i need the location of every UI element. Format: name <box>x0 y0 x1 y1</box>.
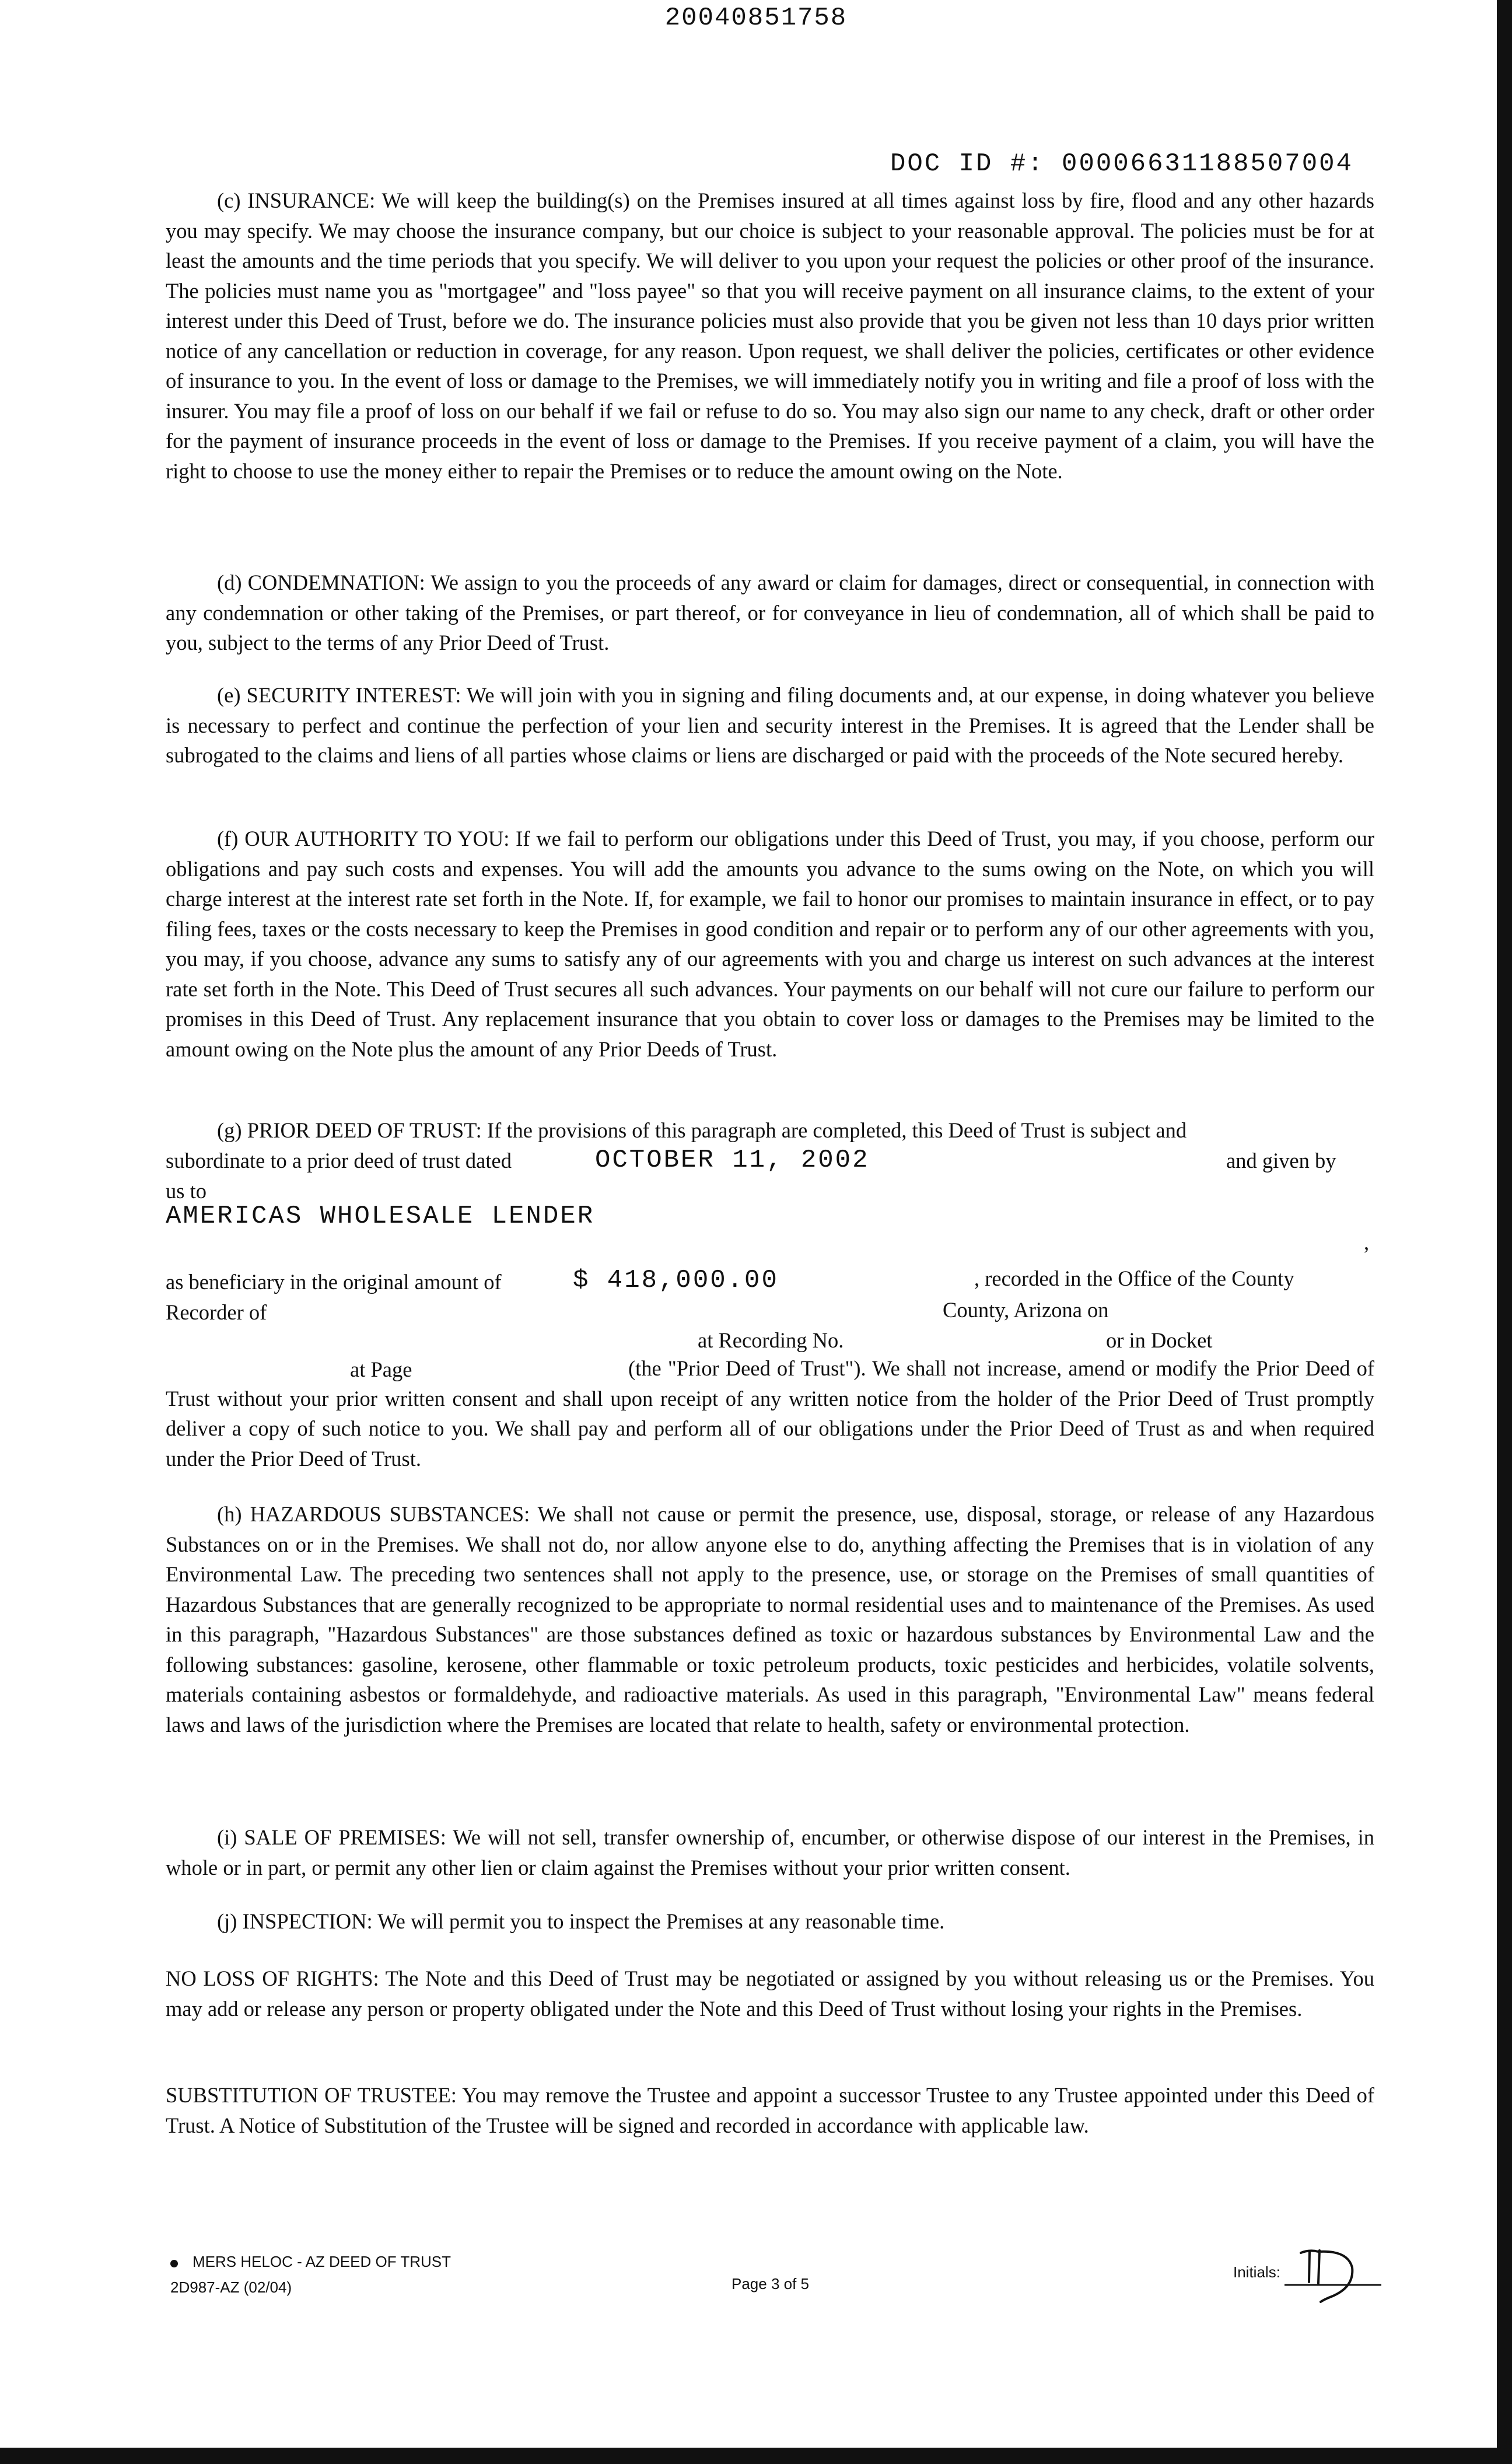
prior-deed-page: at Page <box>350 1357 412 1381</box>
prior-deed-recorder: Recorder of <box>166 1300 267 1324</box>
scan-edge-bottom <box>0 2448 1512 2464</box>
authority-paragraph: (f) OUR AUTHORITY TO YOU: If we fail to perform our obligations under this Deed of Trust, you may, if you choose, perform our obligations and pay such costs and expenses. You will add the amounts you advance to the sums owing on the Note, on which you will charge interest at the interest rate set forth in the Note. If, for example, we fail to honor our promises to maintain insurance in effect, or to pay filing fees, taxes or the costs necessary to keep the Premises in good condition and repair or to perform any of our other agreements with you, you may, if you choose, advance any sums to satisfy any of our agreements with you and charge us interest on such advances at the interest rate set forth in the Note. This Deed of Trust secures all such advances. Your payments on our behalf will not cure our failure to perform our promises in this Deed of Trust. Any replacement insurance that you obtain to cover loss or damages to the Premises may be limited to the amount owing on the Note plus the amount of any Prior Deeds of Trust. <box>166 827 1374 1061</box>
form-title: MERS HELOC - AZ DEED OF TRUST <box>192 2253 452 2270</box>
prior-deed-remainder: (the "Prior Deed of Trust"). We shall not increase, amend or modify the Prior Deed of Trust without your prior written consent and shall upon receipt of any written notice from the holder of the Prior Deed of Trust promptly deliver a copy of such notice to you. We shall pay and perform all of our obligations under the Prior Deed of Trust as and when required under the Prior Deed of Trust. <box>166 1356 1374 1471</box>
bullet-icon <box>170 2260 178 2267</box>
inspection-paragraph: (j) INSPECTION: We will permit you to inspect the Premises at any reasonable time. <box>217 1909 945 1933</box>
recording-number: 20040851758 <box>664 4 848 33</box>
prior-deed-comma: , <box>1364 1230 1370 1254</box>
doc-id: DOC ID #: 00006631188507004 <box>890 149 1353 178</box>
prior-deed-docket: or in Docket <box>1106 1328 1213 1352</box>
security-interest-paragraph: (e) SECURITY INTEREST: We will join with you in signing and filing documents and, at our expense, in doing whatever you believe is necessary to perfect and continue the perfection of your lien and security interest in the Premises. It is agreed that the Lender shall be subrogated to the claims and liens of all parties whose claims or liens are discharged or paid with the proceeds of the Note secured hereby. <box>166 683 1374 767</box>
sale-of-premises-paragraph: (i) SALE OF PREMISES: We will not sell, transfer ownership of, encumber, or otherwise dispose of our interest in the Premises, in whole or in part, or permit any other lien or claim against the Premises without your prior written consent. <box>166 1825 1374 1880</box>
prior-deed-dated-label: subordinate to a prior deed of trust dated <box>166 1149 512 1172</box>
prior-deed-recording-no: at Recording No. <box>698 1328 844 1352</box>
prior-deed-us-to: us to <box>166 1179 206 1203</box>
prior-deed-amount: $ 418,000.00 <box>573 1266 779 1295</box>
form-code: 2D987-AZ (02/04) <box>170 2278 292 2296</box>
prior-deed-date: OCTOBER 11, 2002 <box>595 1146 870 1175</box>
prior-deed-lender: AMERICAS WHOLESALE LENDER <box>166 1202 595 1231</box>
prior-deed-county: County, Arizona on <box>943 1298 1109 1322</box>
substitution-of-trustee-paragraph: SUBSTITUTION OF TRUSTEE: You may remove the Trustee and appoint a successor Trustee to any Trustee appointed under this Deed of Trust. A Notice of Substitution of the Trustee will be signed and recorded in accordance with applicable law. <box>166 2083 1374 2137</box>
prior-deed-line1: (g) PRIOR DEED OF TRUST: If the provisions of this paragraph are completed, this Deed of Trust is subject and <box>217 1118 1187 1142</box>
hazardous-substances-paragraph: (h) HAZARDOUS SUBSTANCES: We shall not cause or permit the presence, use, disposal, storage, or release of any Hazardous Substances on or in the Premises. We shall not do, nor allow anyone else to do, anything affecting the Premises that is in violation of any Environmental Law. The preceding two sentences shall not apply to the presence, use, or storage on the Premises of small quantities of Hazardous Substances that are generally recognized to be appropriate to normal residential uses and to maintenance of the Premises. As used in this paragraph, "Hazardous Substances" are those substances defined as toxic or hazardous substances by Environmental Law and the following substances: gasoline, kerosene, other flammable or toxic petroleum products, toxic pesticides and herbicides, volatile solvents, materials containing asbestos or formaldehyde, and radioactive materials. As used in this paragraph, "Environmental Law" means federal laws and laws of the jurisdiction where the Premises are located that relate to health, safety or environmental protection. <box>166 1502 1374 1737</box>
no-loss-of-rights-paragraph: NO LOSS OF RIGHTS: The Note and this Deed of Trust may be negotiated or assigned by you without releasing us or the Premises. You may add or release any person or property obligated under the Note and this Deed of Trust without losing your rights in the Premises. <box>166 1966 1374 2021</box>
scan-edge-right <box>1497 0 1512 2464</box>
condemnation-paragraph: (d) CONDEMNATION: We assign to you the proceeds of any award or claim for damages, direct or consequential, in connection with any condemnation or other taking of the Premises, or part thereof, or for conveyance in lieu of condemnation, all of which shall be paid to you, subject to the terms of any Prior Deed of Trust. <box>166 570 1374 654</box>
prior-deed-given-by: and given by <box>1226 1149 1336 1172</box>
prior-deed-recorded: , recorded in the Office of the County <box>974 1266 1294 1290</box>
insurance-paragraph: (c) INSURANCE: We will keep the building(s) on the Premises insured at all times against loss by fire, flood and any other hazards you may specify. We may choose the insurance company, but our choice is subject to your reasonable approval. The policies must be for at least the amounts and the time periods that you specify. We will deliver to you upon your request the policies or other proof of the insurance. The policies must name you as "mortgagee" and "loss payee" so that you will receive payment on all insurance claims, to the extent of your interest under this Deed of Trust, before we do. The insurance policies must also provide that you be given not less than 10 days prior written notice of any cancellation or reduction in coverage, for any reason. Upon request, we shall deliver the policies, certificates or other evidence of insurance to you. In the event of loss or damage to the Premises, we will immediately notify you in writing and file a proof of loss with the insurer. You may file a proof of loss on our behalf if we fail or refuse to do so. You may also sign our name to any check, draft or other order for the payment of insurance proceeds in the event of loss or damage to the Premises. If you receive payment of a claim, you will have the right to choose to use the money either to repair the Premises or to reduce the amount owing on the Note. <box>166 188 1374 483</box>
initials-label: Initials: <box>1233 2263 1280 2281</box>
initials-signature <box>1283 2241 1382 2305</box>
prior-deed-amount-label: as beneficiary in the original amount of <box>166 1270 502 1294</box>
page-number: Page 3 of 5 <box>732 2275 809 2292</box>
